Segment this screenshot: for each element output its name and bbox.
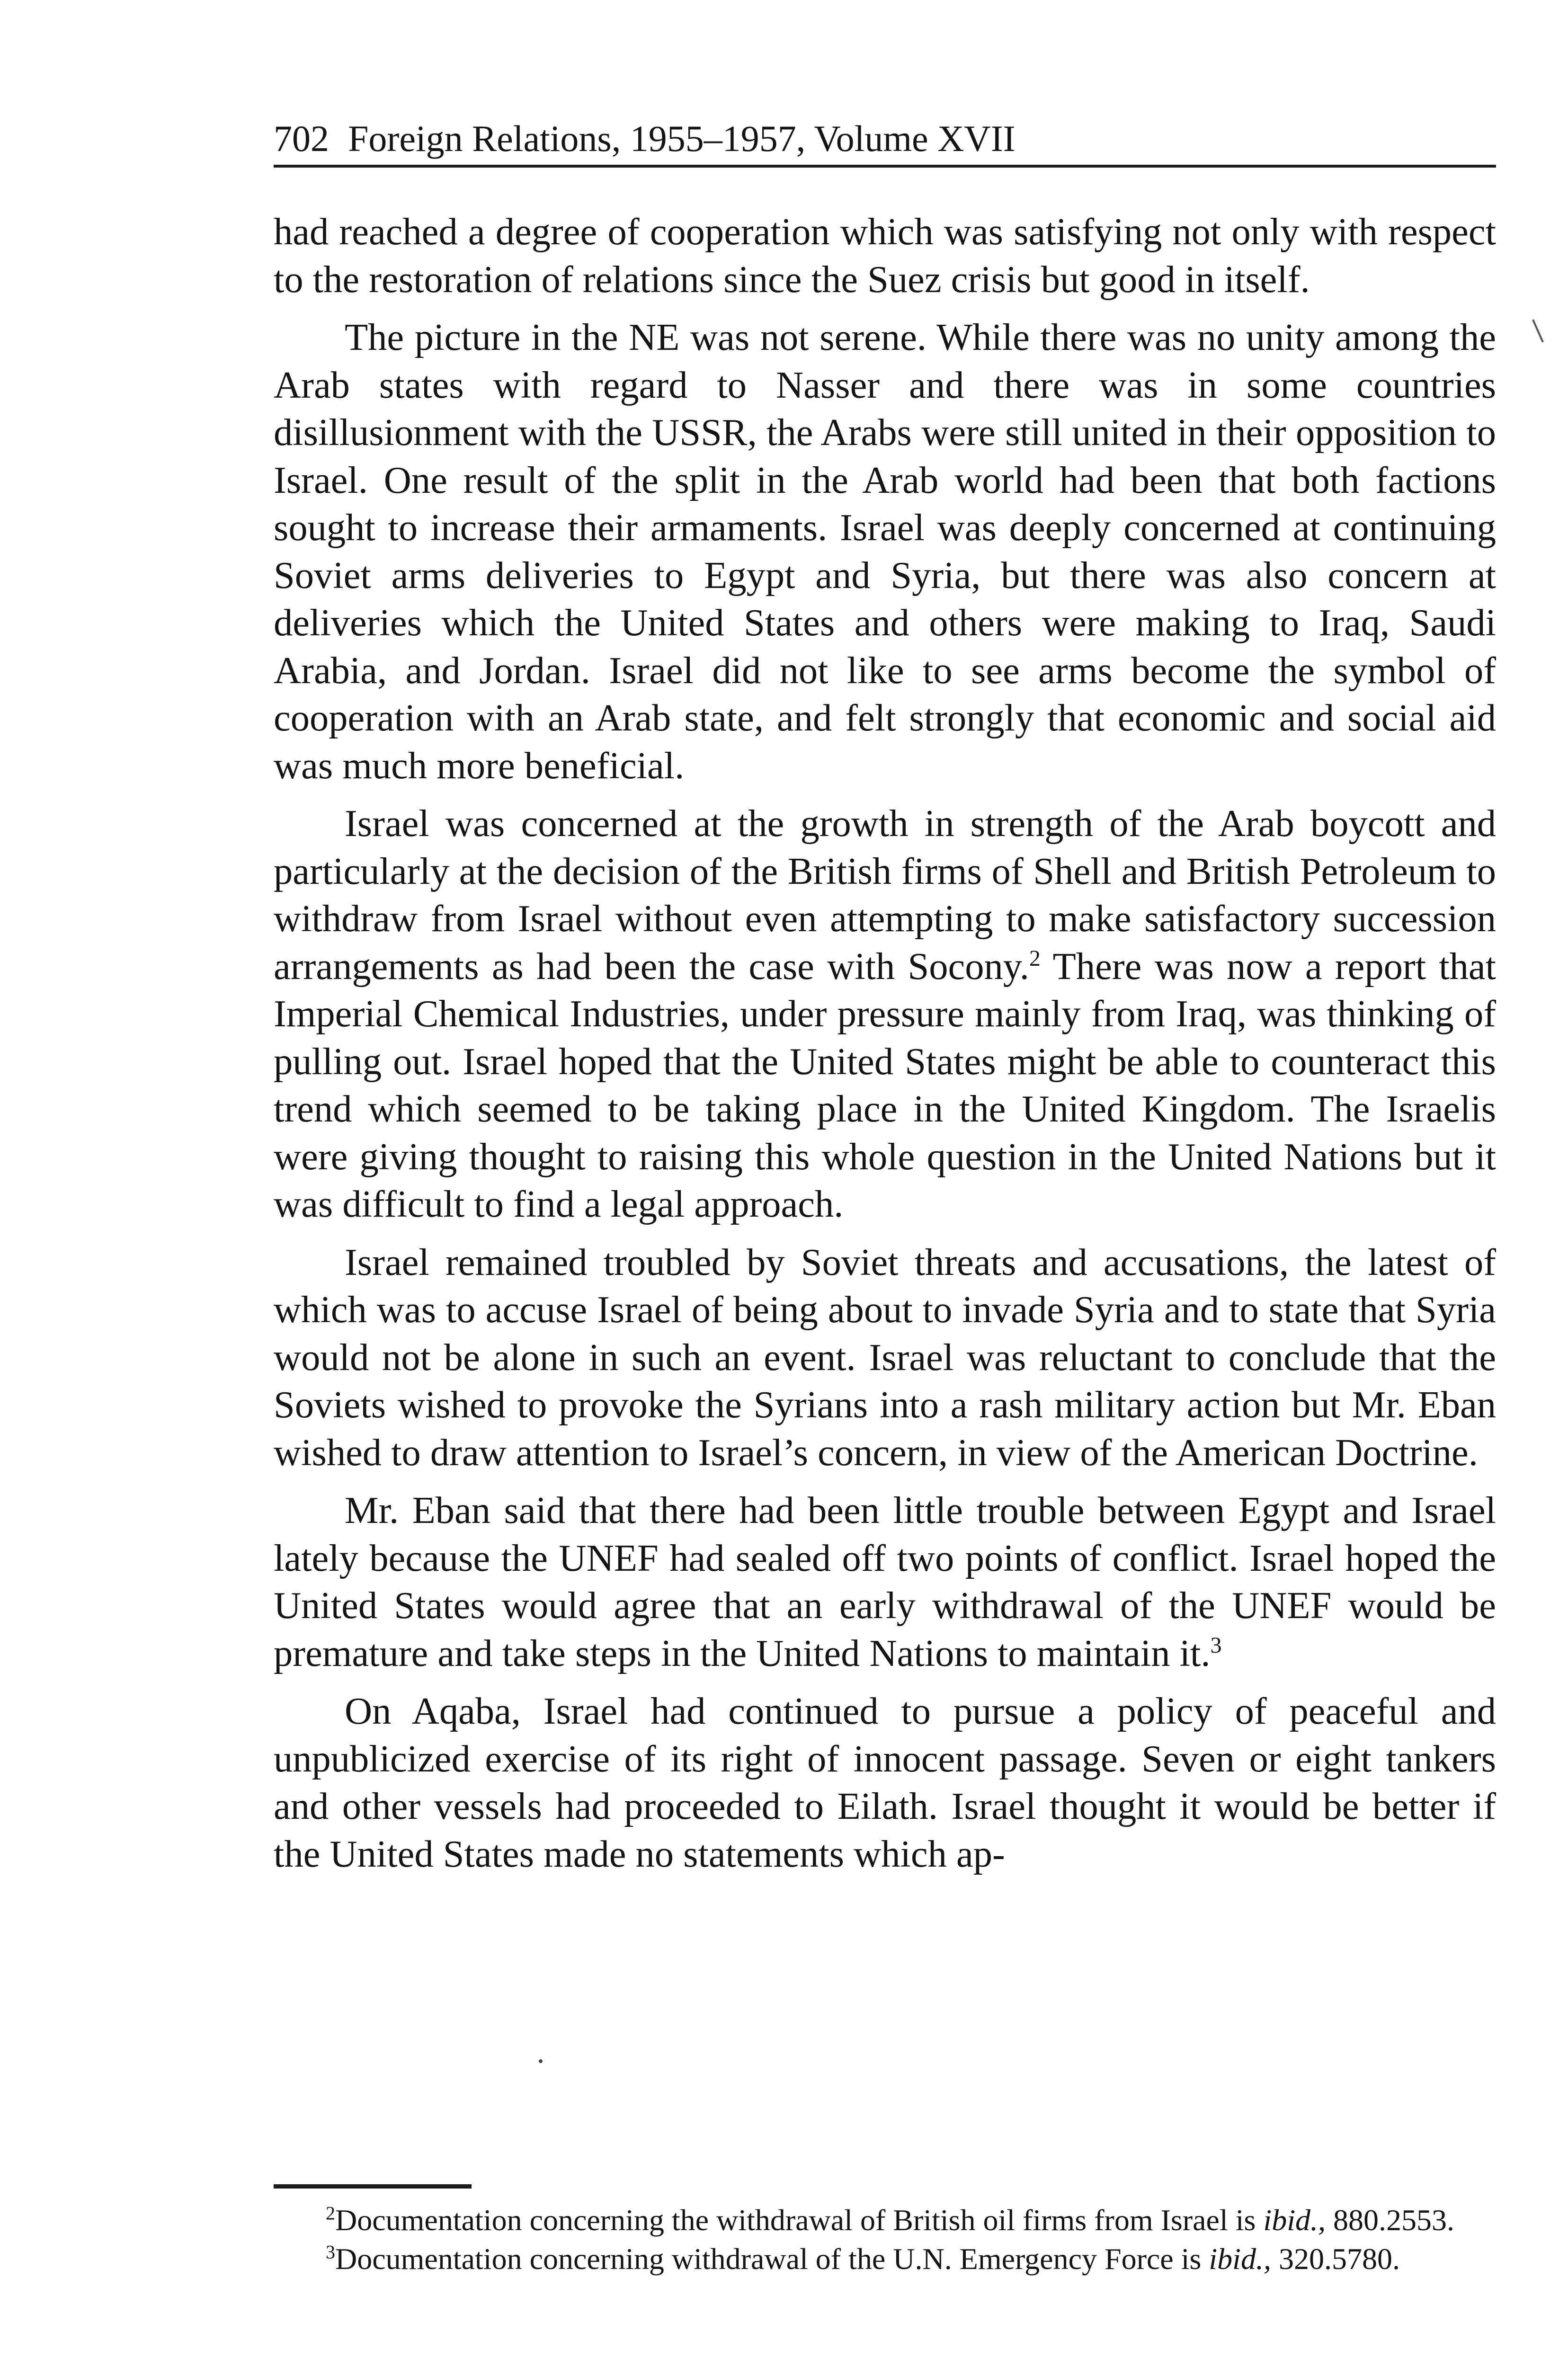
paragraph-continued xyxy=(274,208,1496,303)
scan-speck xyxy=(539,2059,543,2063)
ibid-citation: ibid., xyxy=(1209,2242,1271,2276)
footnote-divider xyxy=(274,2184,472,2189)
file-reference: 880.2553. xyxy=(1325,2203,1454,2237)
paragraph-text: The picture in the NE was not serene. While there was no unity among the Arab states with regard to Nasser and there was in some countries disillusionment with the USSR, the Arabs were still united in their opposition to Israel. One result of the split in the Arab world had been that both factions sought to increase their armaments. Israel was deeply concerned at continuing Soviet arms deliveries to Egypt and Syria, but there was also concern at deliveries which the United States and others were making to Iraq, Saudi Arabia, and Jordan. Israel did not like to see arms become the symbol of cooperation with an Arab state, and felt strongly that economic and social aid was much more beneficial. xyxy=(274,316,1496,787)
footnote-marker: 3 xyxy=(326,2241,335,2263)
paragraph-text: had reached a degree of cooperation which was satisfying not only with respect to the restoration of relations since the Suez crisis but good in itself. xyxy=(274,211,1496,301)
footnote-2 xyxy=(274,2201,1496,2239)
paragraph-text: On Aqaba, Israel had continued to pursue a policy of peaceful and unpublicized exercise of its right of innocent passage. Seven or eight tankers and other vessels had proceeded to Eilath. Israel thought it would be better if the United States made no statements which ap- xyxy=(274,1690,1496,1875)
paragraph-soviet-threats xyxy=(274,1239,1496,1477)
margin-pencil-mark xyxy=(1532,317,1550,343)
body-text xyxy=(274,208,1496,1888)
footnote-reference[interactable]: 3 xyxy=(1210,1632,1222,1658)
footnote-reference[interactable]: 2 xyxy=(1029,945,1041,971)
footnote-marker: 2 xyxy=(326,2202,335,2224)
paragraph-text: Israel remained troubled by Soviet threats and accusations, the latest of which was to accuse Israel of being about to invade Syria and to state that Syria would not be alone in such an event. Israel was reluctant to conclude that the Soviets wished to provoke the Syrians into a rash military action but Mr. Eban wished to draw attention to Israel’s concern, in view of the American Doctrine. xyxy=(274,1241,1496,1474)
volume-title: Foreign Relations, 1955–1957, Volume XVII xyxy=(348,118,1016,159)
page-number: 702 xyxy=(274,118,329,159)
ibid-citation: ibid., xyxy=(1263,2203,1326,2237)
footnote-text: Documentation concerning the withdrawal of British oil firms from Israel is xyxy=(335,2203,1264,2237)
paragraph-aqaba xyxy=(274,1688,1496,1878)
paragraph-arab-boycott xyxy=(274,800,1496,1228)
paragraph-text: There was now a report that Imperial Chemical Industries, under pressure mainly from Iraq, was thinking of pulling out. Israel hoped that the United States might be able to counteract this trend which seemed to be taking place in the United Kingdom. The Israelis were giving thought to raising this whole question in the United Nations but it was difficult to find a legal approach. xyxy=(274,945,1496,1225)
footnotes xyxy=(274,2201,1496,2279)
footnote-text: Documentation concerning withdrawal of the U.N. Emergency Force is xyxy=(335,2242,1209,2276)
paragraph-ne-situation xyxy=(274,314,1496,790)
running-head xyxy=(274,113,1496,168)
paragraph-text: Mr. Eban said that there had been little trouble between Egypt and Israel lately because the UNEF had sealed off two points of conflict. Israel hoped the United States would agree that an early withdrawal of the UNEF would be premature and take steps in the United Nations to maintain it. xyxy=(274,1489,1496,1674)
footnote-3 xyxy=(274,2240,1496,2278)
file-reference: 320.5780. xyxy=(1271,2242,1400,2276)
paragraph-unef xyxy=(274,1487,1496,1677)
paragraph-text: Israel was concerned at the growth in strength of the Arab boycott and particularly at the decision of the British firms of Shell and British Petroleum to withdraw from Israel without even attempting to make satisfactory succession arrangements as had been the case with Socony. xyxy=(274,802,1496,988)
